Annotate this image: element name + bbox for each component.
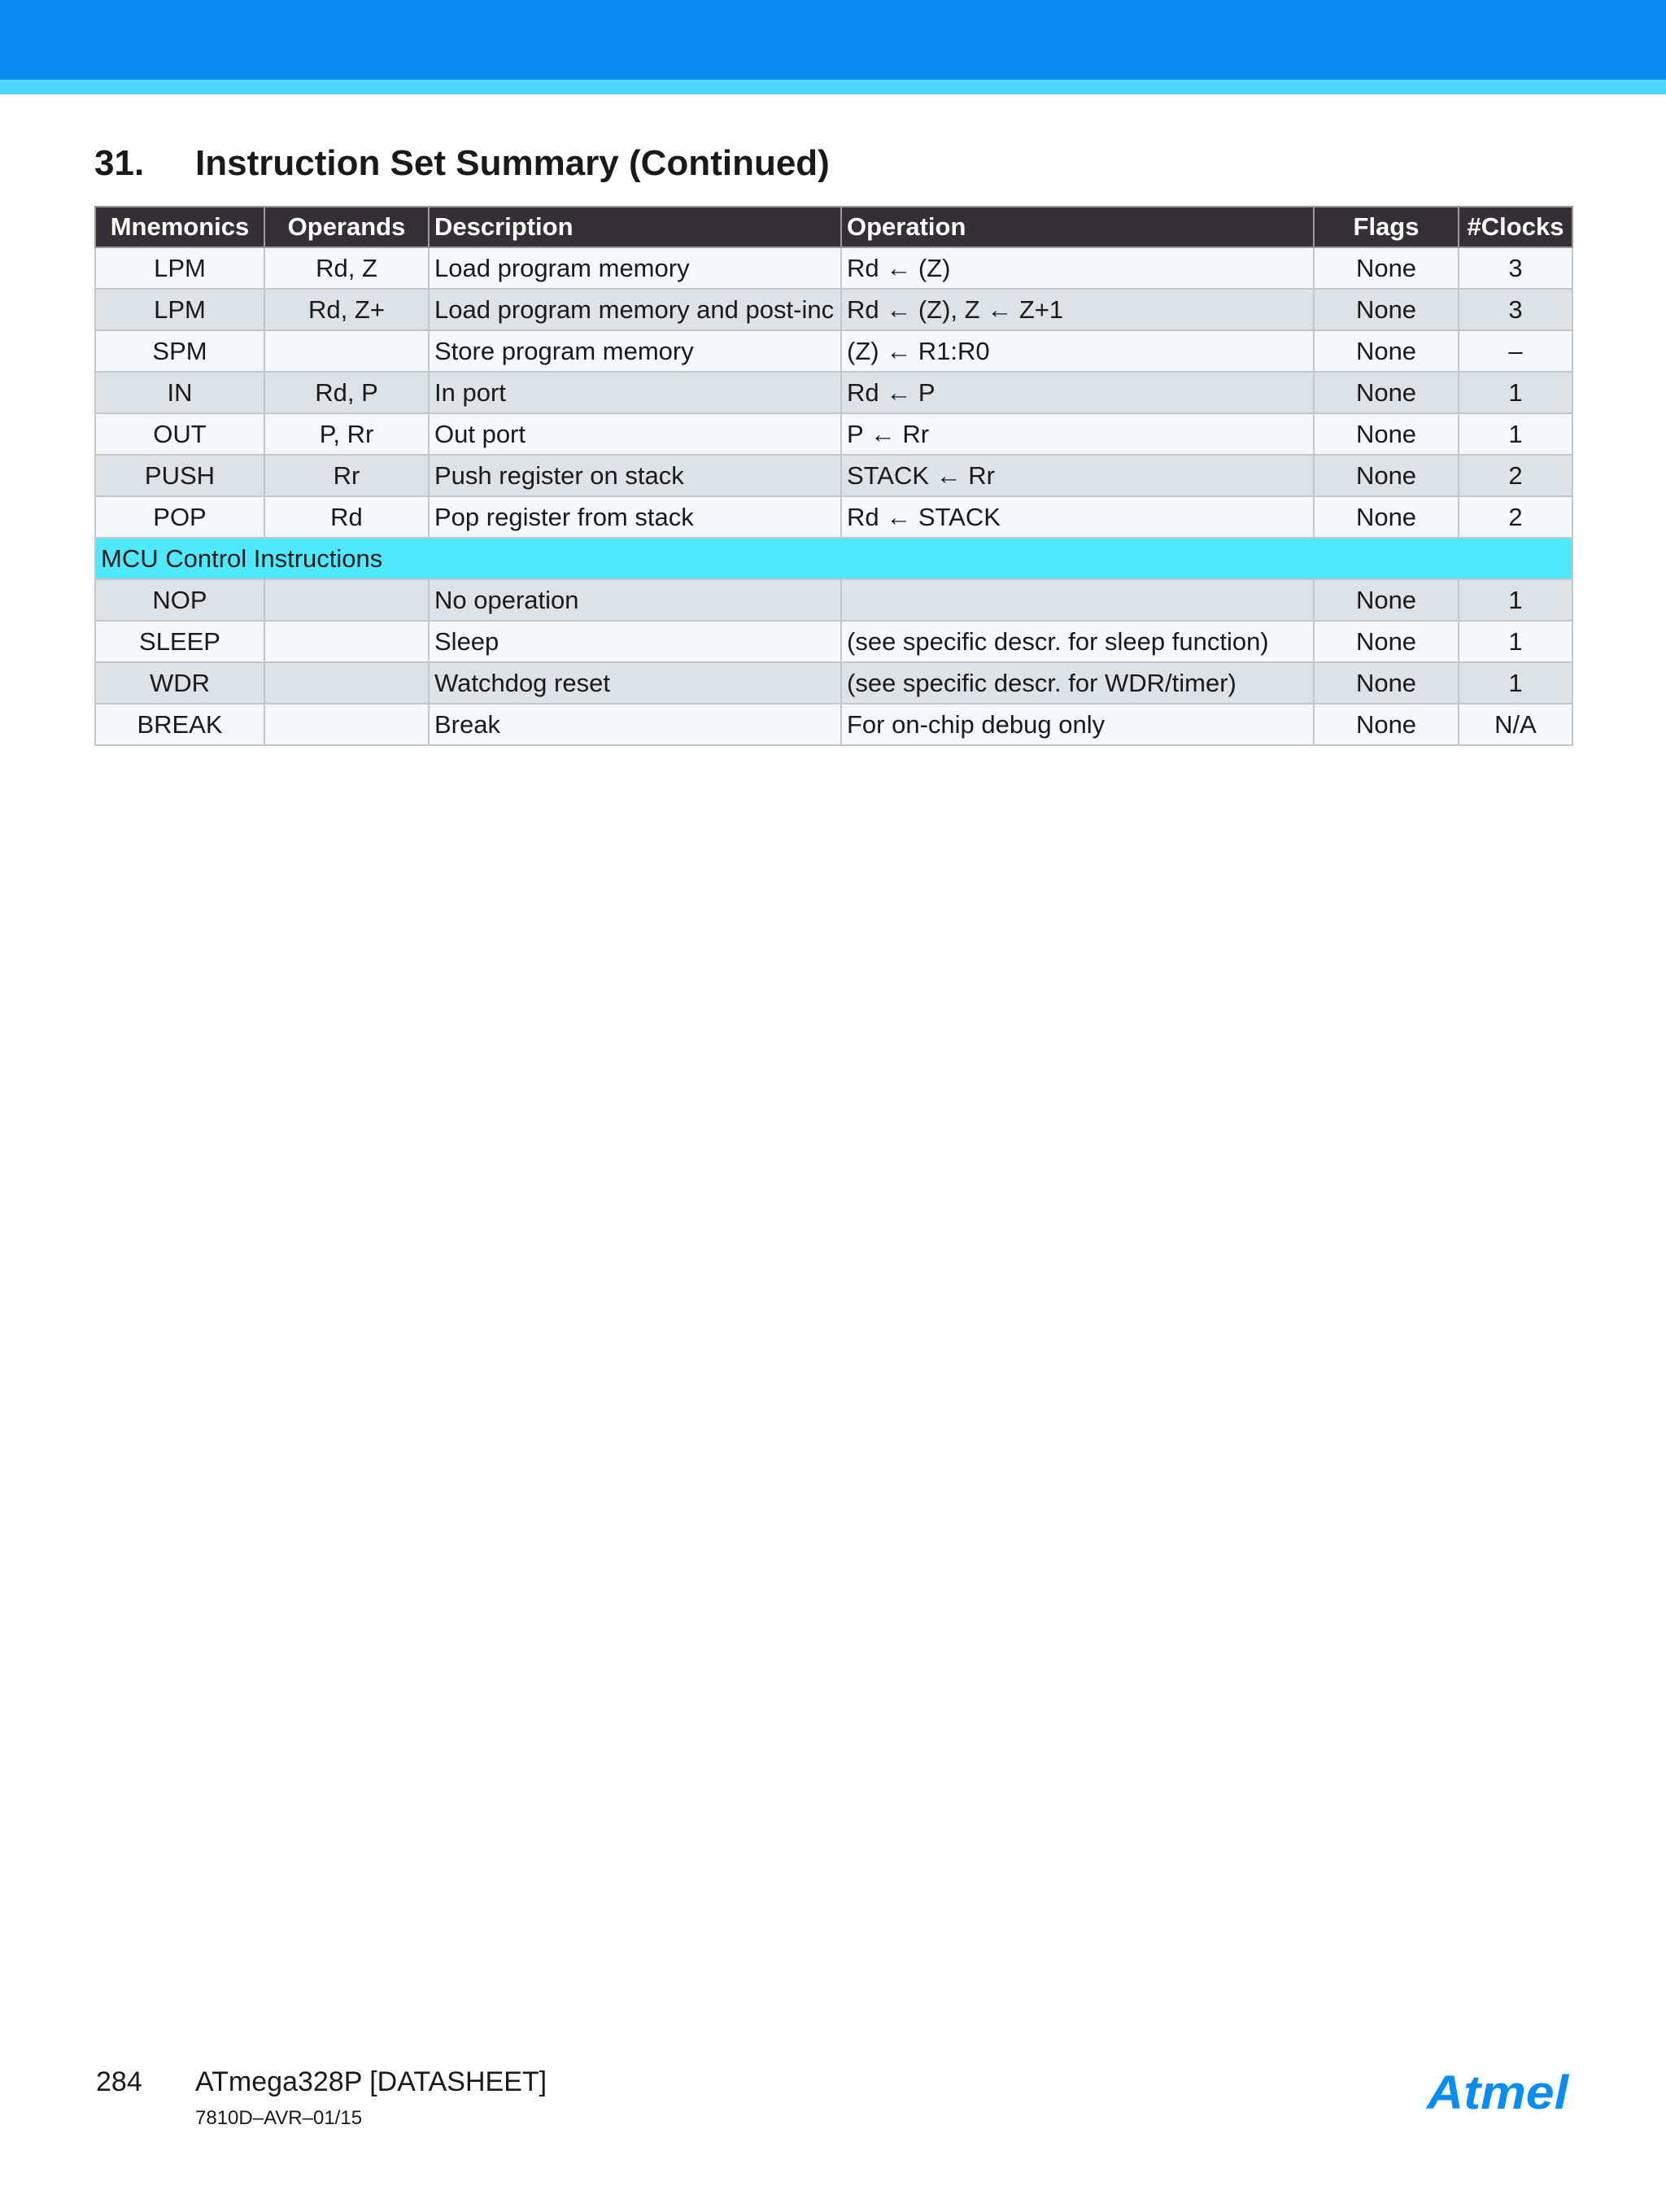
header-stripe <box>0 80 1666 94</box>
footer-page-number: 284 <box>96 2066 142 2097</box>
section-title <box>94 143 830 184</box>
atmel-logo <box>1425 2065 1572 2120</box>
mnemonic-cell: WDR <box>95 662 264 704</box>
operands-cell: Rr <box>264 455 429 496</box>
description-cell: Out port <box>429 413 841 455</box>
table-row <box>95 496 1572 538</box>
description-cell: Pop register from stack <box>429 496 841 538</box>
operation-cell: (Z) ← R1:R0 <box>841 330 1314 372</box>
description-cell: Load program memory and post-inc <box>429 289 841 330</box>
table-row <box>95 579 1572 621</box>
table-row <box>95 455 1572 496</box>
operands-cell: Rd, Z+ <box>264 289 429 330</box>
table-group-row <box>95 538 1572 579</box>
description-cell: Break <box>429 704 841 745</box>
operands-cell: Rd, Z <box>264 247 429 289</box>
flags-cell: None <box>1314 413 1459 455</box>
column-header-operands: Operands <box>264 207 429 247</box>
column-header-operation: Operation <box>841 207 1314 247</box>
column-header-mnemonics: Mnemonics <box>95 207 264 247</box>
mnemonic-cell: SPM <box>95 330 264 372</box>
table-row <box>95 413 1572 455</box>
mnemonic-cell: PUSH <box>95 455 264 496</box>
header-band <box>0 0 1666 80</box>
group-label: MCU Control Instructions <box>95 538 1572 579</box>
mnemonic-cell: LPM <box>95 289 264 330</box>
flags-cell: None <box>1314 330 1459 372</box>
clocks-cell: 1 <box>1459 372 1572 413</box>
mnemonic-cell: SLEEP <box>95 621 264 662</box>
operands-cell <box>264 579 429 621</box>
column-header-flags: Flags <box>1314 207 1459 247</box>
operation-cell: Rd ← (Z) <box>841 247 1314 289</box>
clocks-cell: 1 <box>1459 413 1572 455</box>
operands-cell <box>264 704 429 745</box>
section-title-text: Instruction Set Summary (Continued) <box>195 143 830 183</box>
mnemonic-cell: BREAK <box>95 704 264 745</box>
flags-cell: None <box>1314 455 1459 496</box>
operation-cell: Rd ← STACK <box>841 496 1314 538</box>
clocks-cell: 1 <box>1459 662 1572 704</box>
clocks-cell: 2 <box>1459 455 1572 496</box>
description-cell: Sleep <box>429 621 841 662</box>
clocks-cell: 3 <box>1459 289 1572 330</box>
table-header-row <box>95 207 1572 247</box>
operation-cell: For on-chip debug only <box>841 704 1314 745</box>
mnemonic-cell: LPM <box>95 247 264 289</box>
mnemonic-cell: IN <box>95 372 264 413</box>
atmel-logo-text: Atmel <box>1425 2066 1571 2119</box>
operation-cell <box>841 579 1314 621</box>
table-body <box>95 247 1572 745</box>
clocks-cell: 2 <box>1459 496 1572 538</box>
operation-cell: (see specific descr. for sleep function) <box>841 621 1314 662</box>
instruction-summary-table <box>94 206 1573 746</box>
table-row <box>95 247 1572 289</box>
clocks-cell: – <box>1459 330 1572 372</box>
operation-cell: Rd ← P <box>841 372 1314 413</box>
flags-cell: None <box>1314 704 1459 745</box>
clocks-cell: 3 <box>1459 247 1572 289</box>
description-cell: Load program memory <box>429 247 841 289</box>
operands-cell <box>264 621 429 662</box>
flags-cell: None <box>1314 247 1459 289</box>
flags-cell: None <box>1314 496 1459 538</box>
operands-cell <box>264 330 429 372</box>
table-row <box>95 372 1572 413</box>
flags-cell: None <box>1314 621 1459 662</box>
operands-cell: Rd <box>264 496 429 538</box>
operation-cell: Rd ← (Z), Z ← Z+1 <box>841 289 1314 330</box>
description-cell: Push register on stack <box>429 455 841 496</box>
table-row <box>95 289 1572 330</box>
operands-cell: Rd, P <box>264 372 429 413</box>
mnemonic-cell: NOP <box>95 579 264 621</box>
column-header-clocks: #Clocks <box>1459 207 1572 247</box>
description-cell: Store program memory <box>429 330 841 372</box>
table-row <box>95 330 1572 372</box>
column-header-description: Description <box>429 207 841 247</box>
operands-cell <box>264 662 429 704</box>
footer-document-title: ATmega328P [DATASHEET] <box>195 2066 547 2097</box>
operation-cell: P ← Rr <box>841 413 1314 455</box>
operands-cell: P, Rr <box>264 413 429 455</box>
description-cell: In port <box>429 372 841 413</box>
clocks-cell: 1 <box>1459 621 1572 662</box>
mnemonic-cell: POP <box>95 496 264 538</box>
flags-cell: None <box>1314 372 1459 413</box>
description-cell: No operation <box>429 579 841 621</box>
footer-revision: 7810D–AVR–01/15 <box>195 2107 363 2129</box>
operation-cell: STACK ← Rr <box>841 455 1314 496</box>
flags-cell: None <box>1314 579 1459 621</box>
operation-cell: (see specific descr. for WDR/timer) <box>841 662 1314 704</box>
section-number: 31. <box>94 143 145 183</box>
table-row <box>95 662 1572 704</box>
table-row <box>95 621 1572 662</box>
table-row <box>95 704 1572 745</box>
flags-cell: None <box>1314 289 1459 330</box>
flags-cell: None <box>1314 662 1459 704</box>
clocks-cell: N/A <box>1459 704 1572 745</box>
description-cell: Watchdog reset <box>429 662 841 704</box>
mnemonic-cell: OUT <box>95 413 264 455</box>
clocks-cell: 1 <box>1459 579 1572 621</box>
